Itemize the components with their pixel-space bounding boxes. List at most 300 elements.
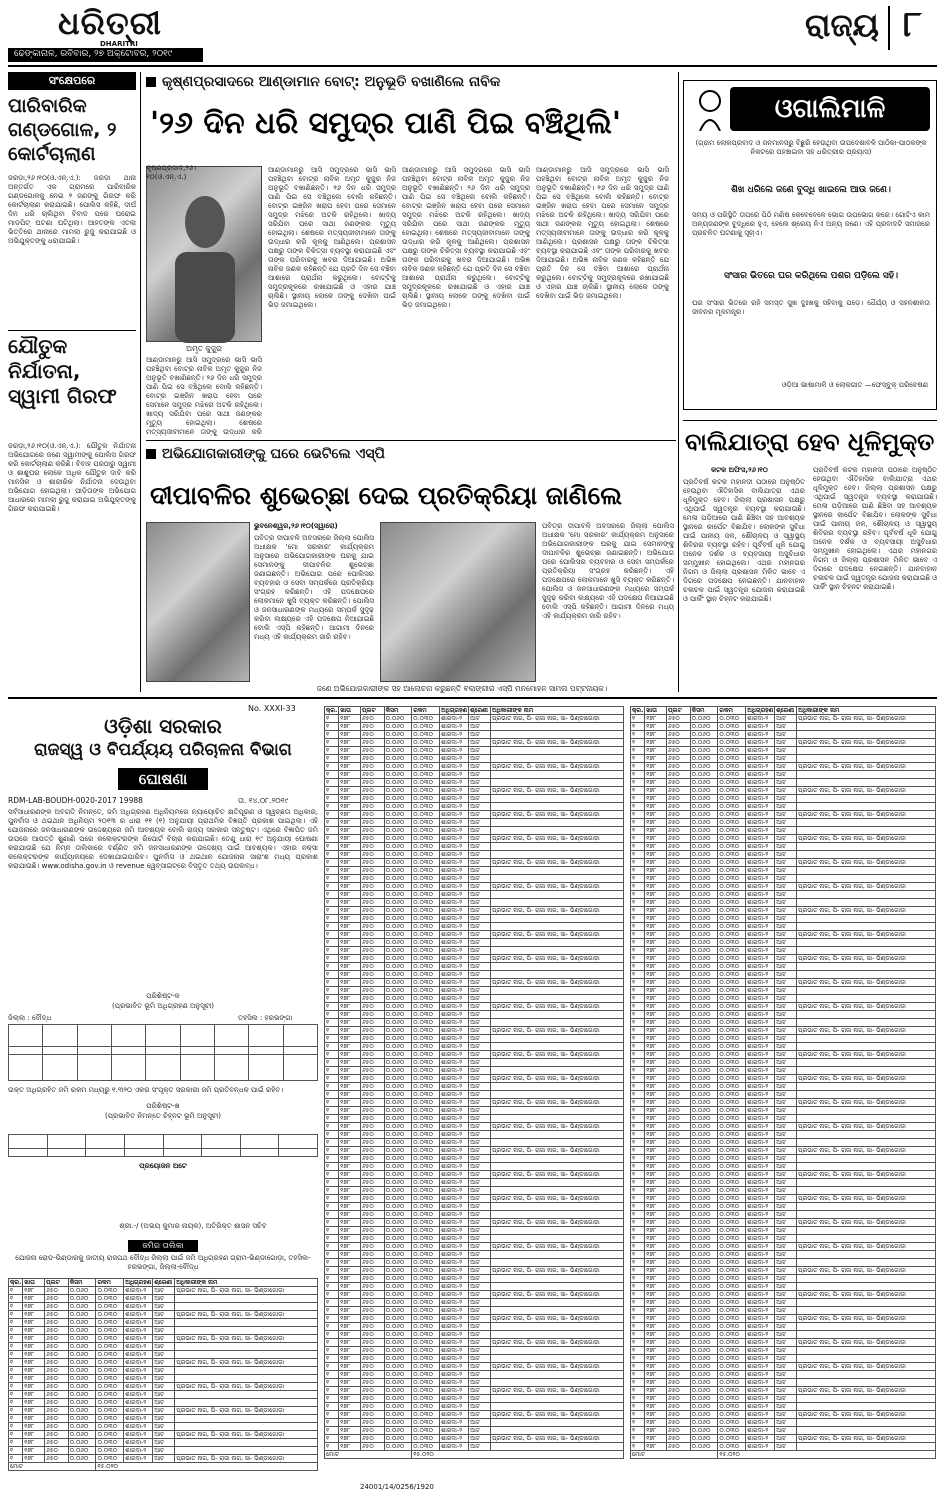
table-cell: ୧: [631, 1035, 645, 1043]
table-cell: ପ୍ରଭାତ ନାଗ, ପି- ରାଜା ନାଗ, ସା- ଭିଣ୍ଡାଗୋଡ଼ା: [797, 1051, 936, 1059]
table-cell: ଶାରଦା-୨: [440, 939, 469, 947]
table-row: [9, 1335, 318, 1343]
table-cell: ଆଟ: [469, 1083, 491, 1091]
table-cell: ୦.୦୩୦: [718, 931, 746, 939]
table-row: [631, 1355, 936, 1363]
table-cell: ଶାରଦା-୨: [440, 795, 469, 803]
table-cell: ୦.୦୬୦: [384, 1331, 412, 1339]
table-header-cell: ଖାତା: [339, 707, 361, 715]
table-cell: ୦.୦୩୦: [412, 835, 440, 843]
table-cell: ୧: [325, 1251, 339, 1259]
table-row: [631, 1379, 936, 1387]
table-row: [631, 779, 936, 787]
table-cell: ୦.୦୩୦: [718, 731, 746, 739]
table-cell: ୦.୦୬୦: [690, 715, 718, 723]
table-cell: ୬୫୦: [360, 891, 384, 899]
table-cell: ଆଟ: [775, 955, 797, 963]
table-cell: ଆଟ: [469, 1355, 491, 1363]
table-cell: ୦.୦୩୦: [718, 1107, 746, 1115]
table-row: [325, 1203, 624, 1211]
table-cell: ଆଟ: [469, 1195, 491, 1203]
table-cell: ୧୭୮: [645, 1259, 667, 1267]
total-value: ୧୫.୦୨୦: [718, 1451, 936, 1459]
table-cell: ୬୫୦: [360, 739, 384, 747]
table-cell: ଶାରଦା-୨: [746, 1131, 775, 1139]
table-cell: ୦.୦୩୦: [718, 1435, 746, 1443]
story2-body-col1: ପବିତ୍ର ଦୀପାବଳି ଅବସରରେ ଜିଲ୍ଲା ପୋଲିସ ଅଧୀକ୍ଷକ 'ମୋ ସରକାର' କାର୍ଯ୍ୟକ୍ରମ ଅନୁସାରେ ଅଭିଯୋଗକାରୀଙ୍କ ଘରକୁ ଯାଇ ସେମାନଙ୍କୁ ଦୀପାବଳିର ଶୁଭେଚ୍ଛା ଜଣାଇଛନ୍ତି। ଅଭିଯୋଗ ପରେ ପୋଲିସର ବ୍ୟବହାର ଓ ସେବା ସମ୍ପର୍କରେ ପ୍ରତିକ୍ରିୟା ସଂଗ୍ରହ କରିଛନ୍ତି। ଏହି ପଦକ୍ଷେପରେ ଲୋକମାନେ ଖୁସି ବ୍ୟକ୍ତ କରିଛନ୍ତି। ପୋଲିସ ଓ ଜନସାଧାରଣଙ୍କ ମଧ୍ୟରେ ସମ୍ପର୍କ ସୁଦୃଢ଼ କରିବା ଲକ୍ଷ୍ୟରେ ଏହି ପଦକ୍ଷେପ ନିଆଯାଇଛି ବୋଲି ଏସ୍‌ପି କହିଛନ୍ତି। ଆଗାମୀ ଦିନରେ ମଧ୍ୟ ଏହି କାର୍ଯ୍ୟକ୍ରମ ଜାରି ରହିବ।: [254, 534, 374, 641]
table-cell: ଆଟ: [469, 995, 491, 1003]
table-cell: ୧: [325, 1347, 339, 1355]
table-cell: ୦.୦୬୦: [384, 1267, 412, 1275]
table-cell: [797, 971, 936, 979]
table-cell: ଆଟ: [469, 851, 491, 859]
table-cell: ୧୭୮: [339, 1035, 361, 1043]
table-cell: ୧: [9, 1295, 23, 1303]
table-cell: ଆଟ: [153, 1311, 175, 1319]
table-cell: ୧୭୮: [339, 915, 361, 923]
table-cell: ୦.୦୩୦: [718, 1211, 746, 1219]
table-cell: ୬୫୦: [44, 1311, 68, 1319]
table-cell: ୧: [631, 1387, 645, 1395]
table-cell: ଆଟ: [775, 1323, 797, 1331]
table-cell: ୧: [9, 1375, 23, 1383]
table-row: [631, 883, 936, 891]
table-cell: ୦.୦୬୦: [384, 1443, 412, 1451]
table-row: [631, 1083, 936, 1091]
table-cell: ୬୫୦: [666, 1163, 690, 1171]
notice-dept: ରାଜସ୍ୱ ଓ ବିପର୍ଯ୍ୟୟ ପରିଚାଳନା ବିଭାଗ: [34, 740, 292, 760]
table-cell: ୦.୦୩୦: [718, 899, 746, 907]
table-cell: ୦.୦୬୦: [384, 947, 412, 955]
table-cell: ଆଟ: [775, 1387, 797, 1395]
table-cell: ୧: [631, 723, 645, 731]
table-cell: ୦.୦୩୦: [718, 1179, 746, 1187]
table-cell: ୦.୦୩୦: [718, 1035, 746, 1043]
table-cell: ୬୫୦: [360, 1403, 384, 1411]
table-cell: ଆଟ: [469, 1139, 491, 1147]
column-rule-left: [140, 72, 141, 692]
table-cell: ଶାରଦା-୨: [440, 1123, 469, 1131]
table-cell: ପ୍ରଭାତ ନାଗ, ପି- ରାଜା ନାଗ, ସା- ଭିଣ୍ଡାଗୋଡ଼ା: [490, 1147, 623, 1155]
table-cell: [797, 1419, 936, 1427]
notice-type: ଘୋଷଣା: [118, 768, 208, 790]
table-cell: ୧୭୮: [645, 987, 667, 995]
table-cell: ୧୭୮: [339, 1443, 361, 1451]
table-cell: ଆଟ: [775, 1379, 797, 1387]
table-cell: ୦.୦୩୦: [412, 1267, 440, 1275]
table-cell: ୧: [325, 1323, 339, 1331]
table-cell: ୧୭୮: [23, 1351, 45, 1359]
table-cell: ୧୭୮: [23, 1287, 45, 1295]
table-cell: ୧୭୮: [645, 995, 667, 1003]
table-cell: ପ୍ରଭାତ ନାଗ, ପି- ରାଜା ନାଗ, ସା- ଭିଣ୍ଡାଗୋଡ଼ା: [490, 859, 623, 867]
table-cell: ୧: [325, 1187, 339, 1195]
table-cell: [490, 755, 623, 763]
table-cell: ୧: [631, 963, 645, 971]
table-row: [325, 1363, 624, 1371]
table-cell: ୬୫୦: [666, 883, 690, 891]
table-cell: ୦.୦୩୦: [412, 1123, 440, 1131]
table-cell: ପ୍ରଭାତ ନାଗ, ପି- ରାଜା ନାଗ, ସା- ଭିଣ୍ଡାଗୋଡ଼ା: [797, 1027, 936, 1035]
table-row: [631, 1011, 936, 1019]
table-cell: ପ୍ରଭାତ ନାଗ, ପି- ରାଜା ନାଗ, ସା- ଭିଣ୍ଡାଗୋଡ଼ା: [490, 1171, 623, 1179]
table-cell: ୧୭୮: [339, 1275, 361, 1283]
table-row: [325, 859, 624, 867]
table-cell: [797, 1091, 936, 1099]
table-row: [631, 1411, 936, 1419]
table-cell: ୬୫୦: [666, 1099, 690, 1107]
table-cell: ୬୫୦: [360, 1267, 384, 1275]
table-cell: ୧୭୮: [339, 1435, 361, 1443]
table-cell: ୧: [9, 1439, 23, 1447]
notice-tahasil: ତହସିଲ : ହରଭଙ୍ଗା: [238, 1014, 293, 1022]
table-cell: ୦.୦୬୦: [384, 1051, 412, 1059]
table-cell: ୦.୦୩୦: [718, 1195, 746, 1203]
table-cell: ୧୭୮: [645, 1339, 667, 1347]
table-cell: ୦.୦୬୦: [690, 747, 718, 755]
table-cell: ଶାରଦା-୨: [746, 1275, 775, 1283]
table-cell: [490, 1419, 623, 1427]
table-cell: ୦.୦୩୦: [718, 947, 746, 955]
table-cell: ୦.୦୩୦: [718, 1099, 746, 1107]
table-cell: ୦.୦୬୦: [690, 779, 718, 787]
table-cell: ୬୫୦: [666, 891, 690, 899]
table-cell: ୧: [631, 1187, 645, 1195]
table-cell: ୦.୦୬୦: [384, 995, 412, 1003]
table-cell: ଶାରଦା-୨: [440, 1235, 469, 1243]
table-cell: ୦.୦୬୦: [68, 1447, 96, 1455]
table-cell: ୦.୦୩୦: [718, 1379, 746, 1387]
table-cell: [490, 779, 623, 787]
table-cell: ଆଟ: [775, 915, 797, 923]
table-cell: ୬୫୦: [360, 931, 384, 939]
table-cell: ୦.୦୬୦: [690, 851, 718, 859]
table-cell: ୦.୦୩୦: [96, 1343, 124, 1351]
table-cell: ୦.୦୬୦: [690, 1219, 718, 1227]
table-cell: ଶାରଦା-୨: [440, 1035, 469, 1043]
table-cell: ୦.୦୩୦: [718, 1347, 746, 1355]
table-cell: ଆଟ: [153, 1399, 175, 1407]
table-row: [325, 1099, 624, 1107]
table-cell: ୦.୦୬୦: [690, 1283, 718, 1291]
table-cell: ଶାରଦା-୨: [746, 1051, 775, 1059]
table-cell: ୦.୦୬୦: [384, 907, 412, 915]
table-row: [631, 1059, 936, 1067]
table-row: [631, 963, 936, 971]
table-cell: [490, 1043, 623, 1051]
table-cell: ୧୭୮: [339, 1307, 361, 1315]
table-cell: ୦.୦୩୦: [718, 1163, 746, 1171]
table-cell: ୬୫୦: [360, 715, 384, 723]
table-cell: ୧୭୮: [339, 1339, 361, 1347]
table-header-cell: ଅଧିଗ୍ରହଣ: [441, 707, 468, 714]
table-cell: ୧୭୮: [645, 1115, 667, 1123]
table-cell: ୧୭୮: [645, 1011, 667, 1019]
table-cell: ୦.୦୬୦: [384, 1107, 412, 1115]
table-cell: ୧୭୮: [339, 1227, 361, 1235]
table-cell: ଶାରଦା-୨: [746, 1411, 775, 1419]
table-cell: ୦.୦୬୦: [690, 1131, 718, 1139]
table-cell: ୦.୦୬୦: [384, 1139, 412, 1147]
table-cell: ଆଟ: [775, 939, 797, 947]
table-cell: ୦.୦୩୦: [412, 1355, 440, 1363]
table-row: [325, 755, 624, 763]
table-cell: ପ୍ରଭାତ ନାଗ, ପି- ରାଜା ନାଗ, ସା- ଭିଣ୍ଡାଗୋଡ଼ା: [490, 763, 623, 771]
table-cell: ୧: [9, 1399, 23, 1407]
table-cell: ପ୍ରଭାତ ନାଗ, ପି- ରାଜା ନାଗ, ସା- ଭିଣ୍ଡାଗୋଡ଼ା: [797, 1195, 936, 1203]
table-cell: ୦.୦୬୦: [68, 1455, 96, 1463]
table-row: [325, 971, 624, 979]
notice-list-sub: ଯୋଜନା ରୋଡ-ଭିଣ୍ଡାରକୁ ଜାତୀୟ ରାଜପଥ ବୌଦ୍ଧ ଜିଲ୍ଲା ପାଇଁ ଜମି ଅଧିଗ୍ରହଣ ଗ୍ରାମ-ଭିଣ୍ଡାଗୋଡ଼ା, ତହସିଲ-ହରଭଙ୍ଗା, ଜିଲ୍ଲା-ବୌଦ୍ଧ: [15, 1254, 311, 1271]
table-cell: ୦.୦୬୦: [690, 803, 718, 811]
table-cell: ୦.୦୩୦: [718, 1387, 746, 1395]
table-cell: ୧: [325, 819, 339, 827]
table-cell: ୧: [631, 867, 645, 875]
table-cell: ଆଟ: [775, 811, 797, 819]
table-cell: ୬୫୦: [360, 963, 384, 971]
table-cell: ଆଟ: [775, 1211, 797, 1219]
table-cell: ୦.୦୬୦: [384, 715, 412, 723]
table-cell: ୦.୦୩୦: [718, 867, 746, 875]
table-cell: ଶାରଦା-୨: [440, 995, 469, 1003]
table-cell: ୦.୦୬୦: [384, 1419, 412, 1427]
table-cell: ଶାରଦା-୨: [746, 1139, 775, 1147]
table-cell: ଆଟ: [775, 739, 797, 747]
table-cell: ୧୭୮: [339, 1091, 361, 1099]
table-cell: ଶାରଦା-୨: [124, 1407, 153, 1415]
table-row: [9, 1447, 318, 1455]
table-cell: ୧୭୮: [339, 1147, 361, 1155]
table-cell: ୧୭୮: [339, 1075, 361, 1083]
table-cell: ୦.୦୩୦: [96, 1319, 124, 1327]
table-cell: ପ୍ରଭାତ ନାଗ, ପି- ରାଜା ନାଗ, ସା- ଭିଣ୍ଡାଗୋଡ଼ା: [797, 979, 936, 987]
table-cell: ପ୍ରଭାତ ନାଗ, ପି- ରାଜା ନାଗ, ସା- ଭିଣ୍ଡାଗୋଡ଼ା: [490, 1411, 623, 1419]
table-cell: ପ୍ରଭାତ ନାଗ, ପି- ରାଜା ନାଗ, ସା- ଭିଣ୍ଡାଗୋଡ଼ା: [490, 1099, 623, 1107]
table-cell: ୧୭୮: [645, 811, 667, 819]
table-cell: ୧୭୮: [645, 1123, 667, 1131]
table-cell: ୬୫୦: [666, 1155, 690, 1163]
table-cell: [490, 915, 623, 923]
table-cell: ପ୍ରଭାତ ନାଗ, ପି- ରାଜା ନାଗ, ସା- ଭିଣ୍ଡାଗୋଡ଼ା: [490, 1003, 623, 1011]
table-cell: ୦.୦୩୦: [412, 987, 440, 995]
story2-kicker-text: ଅଭିଯୋଗକାରୀଙ୍କୁ ଘରେ ଭେଟିଲେ ଏସ୍‌ପି: [162, 446, 385, 462]
table-cell: [797, 1139, 936, 1147]
table-cell: ୦.୦୩୦: [412, 1091, 440, 1099]
table-cell: ୬୫୦: [360, 1235, 384, 1243]
table-cell: [797, 771, 936, 779]
table-cell: ୧: [9, 1423, 23, 1431]
table-cell: ୬୫୦: [666, 1427, 690, 1435]
table-cell: [797, 1355, 936, 1363]
table-cell: ୧: [631, 1027, 645, 1035]
table-cell: ୧: [325, 1435, 339, 1443]
table-cell: [797, 1323, 936, 1331]
table-row: [631, 1179, 936, 1187]
table-cell: ୧: [325, 1179, 339, 1187]
table-cell: ଶାରଦା-୨: [746, 1323, 775, 1331]
story1-body-col3: ଆଣ୍ଡାମାନରୁ ଆସି ସମୁଦ୍ରରେ ଭାସି ଭାସି ପହଞ୍ଚିଥିବା ବୋଟ୍‌ର ନାବିକ ଅମୃତ କୁଜୁର ନିଜ ଅନୁଭୂତି ବଖାଣିଛନ୍ତି। ୨୬ ଦିନ ଧରି ସମୁଦ୍ର ପାଣି ପିଇ ସେ ବଞ୍ଚିଥିଲେ ବୋଲି କହିଛନ୍ତି। ବୋଟ୍‌ର ଇଞ୍ଜିନ ଖରାପ ହେବା ପରେ ସେମାନେ ସମୁଦ୍ର ମଝିରେ ଅଟକି ରହିଥିଲେ। ଖାଦ୍ୟ ସରିଯିବା ପରେ ସାଥୀ ଜଣଙ୍କର ମୃତ୍ୟୁ ହୋଇଥିଲା। ଶେଷରେ ମତ୍ସ୍ୟଜୀବୀମାନେ ତାଙ୍କୁ ଉଦ୍ଧାର କରି କୂଳକୁ ଆଣିଥିଲେ। ପ୍ରଶାସନ ପକ୍ଷରୁ ତାଙ୍କ ଚିକିତ୍ସା ବ୍ୟବସ୍ଥା କରାଯାଇଛି ଏବଂ ତାଙ୍କ ପରିବାରକୁ ଖବର ଦିଆଯାଇଛି। ଅଭିଜ୍ଞ ନାବିକ ଜଣକ କହିଛନ୍ତି ଯେ ପ୍ରତି ଦିନ ସେ ବଞ୍ଚିବା ଆଶାରେ ପ୍ରାର୍ଥନା କରୁଥିଲେ। ବୋଟ୍‌ଟିକୁ ସମୁଦ୍ରକୂଳରେ ରଖାଯାଇଛି ଓ ଏହାର ଯାଞ୍ଚ ଚାଲିଛି। ସ୍ଥାନୀୟ ଲୋକେ ତାଙ୍କୁ ଦେଖିବା ପାଇଁ ଭିଡ଼ ଜମାଇଥିଲେ।: [402, 166, 530, 309]
table-cell: ଆଟ: [775, 947, 797, 955]
table-cell: ୬୫୦: [666, 867, 690, 875]
story3-top-rule: [683, 420, 937, 421]
table-row: [631, 1123, 936, 1131]
table-cell: ୧୭୮: [339, 1347, 361, 1355]
table-cell: ୧: [631, 779, 645, 787]
table-cell: ୦.୦୩୦: [412, 1187, 440, 1195]
table-cell: ୦.୦୬୦: [690, 1091, 718, 1099]
table-cell: ୧୭୮: [339, 1195, 361, 1203]
table-cell: ୬୫୦: [666, 1259, 690, 1267]
table-cell: ୬୫୦: [666, 979, 690, 987]
table-cell: ପ୍ରଭାତ ନାଗ, ପି- ରାଜା ନାଗ, ସା- ଭିଣ୍ଡାଗୋଡ଼ା: [797, 883, 936, 891]
table-cell: ୦.୦୩୦: [412, 859, 440, 867]
table-cell: ୧: [631, 1147, 645, 1155]
table-cell: ୬୫୦: [360, 851, 384, 859]
table-cell: [797, 803, 936, 811]
table-cell: ଶାରଦା-୨: [746, 1267, 775, 1275]
notice-gov: ଓଡ଼ିଶା ସରକାର: [104, 714, 222, 738]
table-cell: ଶାରଦା-୨: [746, 779, 775, 787]
table-cell: ୧: [631, 1347, 645, 1355]
table-row: [631, 1371, 936, 1379]
table-cell: ୦.୦୬୦: [690, 1331, 718, 1339]
logo-text: ଧରିତ୍ରୀ: [58, 4, 162, 42]
table-cell: ଆଟ: [775, 875, 797, 883]
table-cell: ୧: [325, 1243, 339, 1251]
table-cell: ୦.୦୩୦: [718, 843, 746, 851]
table-cell: ୦.୦୬୦: [384, 1187, 412, 1195]
table-cell: ଆଟ: [469, 915, 491, 923]
table-cell: ୬୫୦: [666, 899, 690, 907]
table-cell: ପ୍ରଭାତ ନାଗ, ପି- ରାଜା ନାଗ, ସା- ଭିଣ୍ଡାଗୋଡ଼ା: [490, 739, 623, 747]
table-cell: ୧: [9, 1407, 23, 1415]
table-cell: ଆଟ: [469, 1371, 491, 1379]
table-header-cell: ପ୍ଲଟ: [44, 1279, 68, 1287]
table-cell: ଆଟ: [775, 907, 797, 915]
table-cell: ଆଟ: [469, 1267, 491, 1275]
table-header-cell: କ୍ର.: [326, 707, 338, 714]
table-cell: ୧୭୮: [645, 1427, 667, 1435]
table-cell: ୧୭୮: [339, 1355, 361, 1363]
table-cell: ଶାରଦା-୨: [440, 1171, 469, 1179]
table-cell: ଶାରଦା-୨: [746, 875, 775, 883]
table-cell: [797, 1235, 936, 1243]
table-cell: ୦.୦୬୦: [690, 1123, 718, 1131]
table-cell: [490, 803, 623, 811]
table-cell: [490, 947, 623, 955]
table-cell: ୦.୦୩୦: [718, 819, 746, 827]
table-cell: ୧: [631, 987, 645, 995]
table-cell: ଆଟ: [469, 1291, 491, 1299]
table-cell: ପ୍ରଭାତ ନାଗ, ପି- ରାଜା ନାଗ, ସା- ଭିଣ୍ଡାଗୋଡ଼ା: [797, 1123, 936, 1131]
annex-b-table: [8, 1134, 318, 1157]
table-cell: [490, 731, 623, 739]
table-cell: [490, 1299, 623, 1307]
table-cell: ୧: [325, 1331, 339, 1339]
table-cell: ଆଟ: [469, 1211, 491, 1219]
table-cell: ଶାରଦା-୨: [746, 1235, 775, 1243]
table-cell: ୧: [631, 1291, 645, 1299]
table-cell: ୧: [325, 1075, 339, 1083]
table-cell: ୧୭୮: [645, 1107, 667, 1115]
masthead: [0, 0, 945, 68]
table-cell: ୧୭୮: [645, 1251, 667, 1259]
table-cell: ୦.୦୩୦: [718, 891, 746, 899]
table-row: [325, 1235, 624, 1243]
table-cell: ୬୫୦: [666, 1323, 690, 1331]
table-row: [325, 1179, 624, 1187]
table-cell: ୬୫୦: [666, 907, 690, 915]
table-cell: ଶାରଦା-୨: [746, 1035, 775, 1043]
table-cell: ଶାରଦା-୨: [746, 1011, 775, 1019]
table-cell: ୦.୦୩୦: [718, 1267, 746, 1275]
table-cell: ୧୭୮: [23, 1327, 45, 1335]
table-cell: ୧: [631, 1235, 645, 1243]
table-cell: ଶାରଦା-୨: [440, 755, 469, 763]
table-cell: ଆଟ: [469, 1419, 491, 1427]
table-cell: ୧୭୮: [339, 795, 361, 803]
table-cell: ୦.୦୬୦: [690, 1275, 718, 1283]
table-row: [325, 907, 624, 915]
table-row: [325, 1059, 624, 1067]
table-cell: [175, 1327, 318, 1335]
table-cell: ପ୍ରଭାତ ନାଗ, ପି- ରାଜା ନାଗ, ସା- ଭିଣ୍ଡାଗୋଡ଼ା: [175, 1335, 318, 1343]
table-cell: ଶାରଦା-୨: [440, 1379, 469, 1387]
table-cell: ଆଟ: [153, 1335, 175, 1343]
table-cell: ଆଟ: [775, 747, 797, 755]
table-cell: ଶାରଦା-୨: [124, 1367, 153, 1375]
table-cell: ୬୫୦: [360, 955, 384, 963]
table-cell: ୧୭୮: [23, 1359, 45, 1367]
table-cell: ୧୭୮: [339, 1123, 361, 1131]
table-cell: ୬୫୦: [360, 1091, 384, 1099]
table-row: [325, 787, 624, 795]
table-cell: ଶାରଦା-୨: [746, 1355, 775, 1363]
table-row: [9, 1383, 318, 1391]
table-cell: ୦.୦୩୦: [718, 1411, 746, 1419]
table-cell: ୦.୦୬୦: [384, 1147, 412, 1155]
table-cell: ଶାରଦା-୨: [124, 1455, 153, 1463]
table-cell: ୦.୦୩୦: [412, 1275, 440, 1283]
table-cell: ୧୭୮: [23, 1295, 45, 1303]
table-cell: ୧୭୮: [339, 851, 361, 859]
table-cell: ୦.୦୩୦: [412, 963, 440, 971]
table-cell: ଶାରଦା-୨: [746, 843, 775, 851]
table-cell: ୧: [325, 843, 339, 851]
table-cell: ଆଟ: [469, 1347, 491, 1355]
notice-land-list: [8, 1278, 318, 1471]
table-cell: ୧: [325, 803, 339, 811]
table-cell: ୦.୦୩୦: [412, 763, 440, 771]
table-cell: ୬୫୦: [666, 1107, 690, 1115]
table-cell: ୬୫୦: [666, 1147, 690, 1155]
table-cell: ୧୭୮: [23, 1423, 45, 1431]
table-cell: ୧୭୮: [645, 1371, 667, 1379]
table-cell: ଆଟ: [775, 1419, 797, 1427]
table-cell: [490, 1091, 623, 1099]
table-cell: ୧: [631, 715, 645, 723]
proverb-2: ସଂସାର ଭିତରେ ଘର କରିଥିଲେ ପଶର ପଡ଼ିଲେ ସହି।: [723, 271, 899, 281]
table-cell: ୧: [325, 891, 339, 899]
table-cell: ୧୭୮: [339, 1083, 361, 1091]
table-cell: ୬୫୦: [666, 1355, 690, 1363]
table-cell: ପ୍ରଭାତ ନାଗ, ପି- ରାଜା ନାଗ, ସା- ଭିଣ୍ଡାଗୋଡ଼ା: [490, 931, 623, 939]
table-cell: ୦.୦୬୦: [690, 1363, 718, 1371]
table-cell: ୧: [631, 1379, 645, 1387]
story3-dateline: କଟକ ଅଫିସ,୨୬।୧୦: [711, 466, 768, 474]
masthead-rule: [8, 65, 937, 67]
table-cell: ୧୭୮: [23, 1367, 45, 1375]
